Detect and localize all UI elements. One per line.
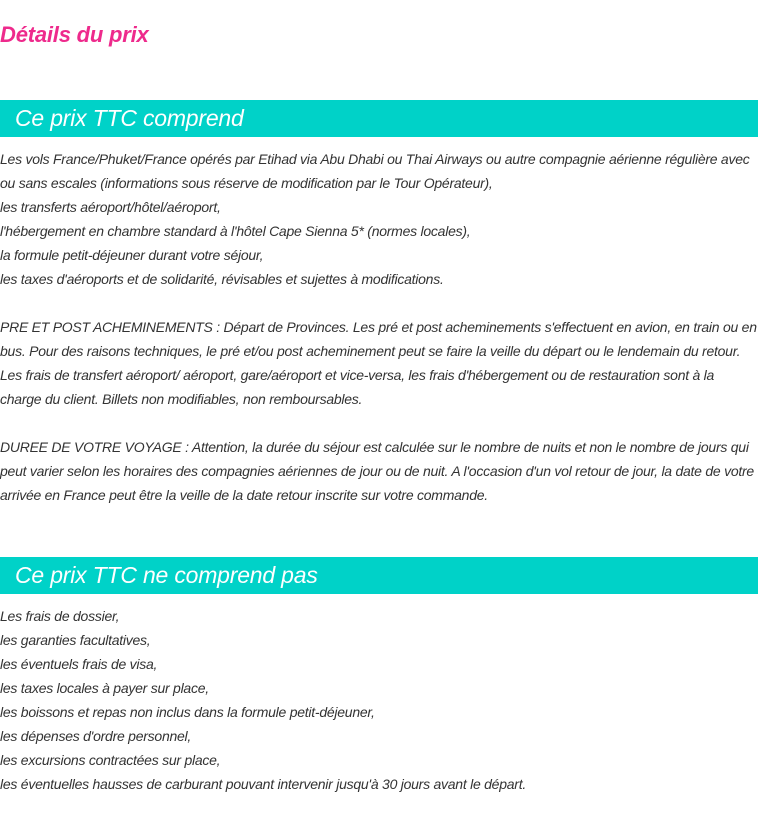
- section-heading-excluded: Ce prix TTC ne comprend pas: [15, 562, 318, 588]
- list-item: la formule petit-déjeuner durant votre séjour,: [0, 247, 264, 263]
- list-item: les taxes d'aéroports et de solidarité, révisables et sujettes à modifications.: [0, 271, 444, 287]
- pre-post-note: PRE ET POST ACHEMINEMENTS : Départ de Provinces. Les pré et post acheminements s'effectuent en avion, en train ou en bus. Pour des raisons techniques, le pré et/ou post acheminement peut se faire la veille du départ ou le lendemain du retour. Les frais de transfert aéroport/ aéroport, gare/aéroport et vice-versa, les frais d'hébergement ou de restauration sont à la charge du client. Billets non modifiables, non remboursables.: [0, 319, 757, 407]
- list-item: les éventuels frais de visa,: [0, 656, 158, 672]
- page-title: Détails du prix: [0, 22, 149, 47]
- list-item: les éventuelles hausses de carburant pouvant intervenir jusqu'à 30 jours avant le départ.: [0, 776, 526, 792]
- list-item: les taxes locales à payer sur place,: [0, 680, 209, 696]
- section-header-included: [0, 100, 758, 137]
- list-item: les garanties facultatives,: [0, 632, 151, 648]
- list-item: les dépenses d'ordre personnel,: [0, 728, 192, 744]
- list-item: les transferts aéroport/hôtel/aéroport,: [0, 199, 221, 215]
- list-item: Les frais de dossier,: [0, 608, 120, 624]
- spacer: [0, 411, 758, 435]
- section-heading-included: Ce prix TTC comprend: [15, 105, 244, 131]
- spacer: [0, 291, 758, 315]
- list-item: les boissons et repas non inclus dans la formule petit-déjeuner,: [0, 704, 375, 720]
- duration-note: DUREE DE VOTRE VOYAGE : Attention, la durée du séjour est calculée sur le nombre de nuits et non le nombre de jours qui peut varier selon les horaires des compagnies aériennes de jour ou de nuit. A l'occasion d'un vol retour de jour, la date de votre arrivée en France peut être la veille de la date retour inscrite sur votre commande.: [0, 439, 754, 503]
- list-item: Les vols France/Phuket/France opérés par Etihad via Abu Dhabi ou Thai Airways ou autre compagnie aérienne régulière avec ou sans escales (informations sous réserve de modification par le Tour Opérateur),: [0, 151, 750, 191]
- included-list: [0, 147, 758, 507]
- list-item: l'hébergement en chambre standard à l'hôtel Cape Sienna 5* (normes locales),: [0, 223, 471, 239]
- excluded-list: [0, 604, 758, 796]
- section-header-excluded: [0, 557, 758, 594]
- list-item: les excursions contractées sur place,: [0, 752, 221, 768]
